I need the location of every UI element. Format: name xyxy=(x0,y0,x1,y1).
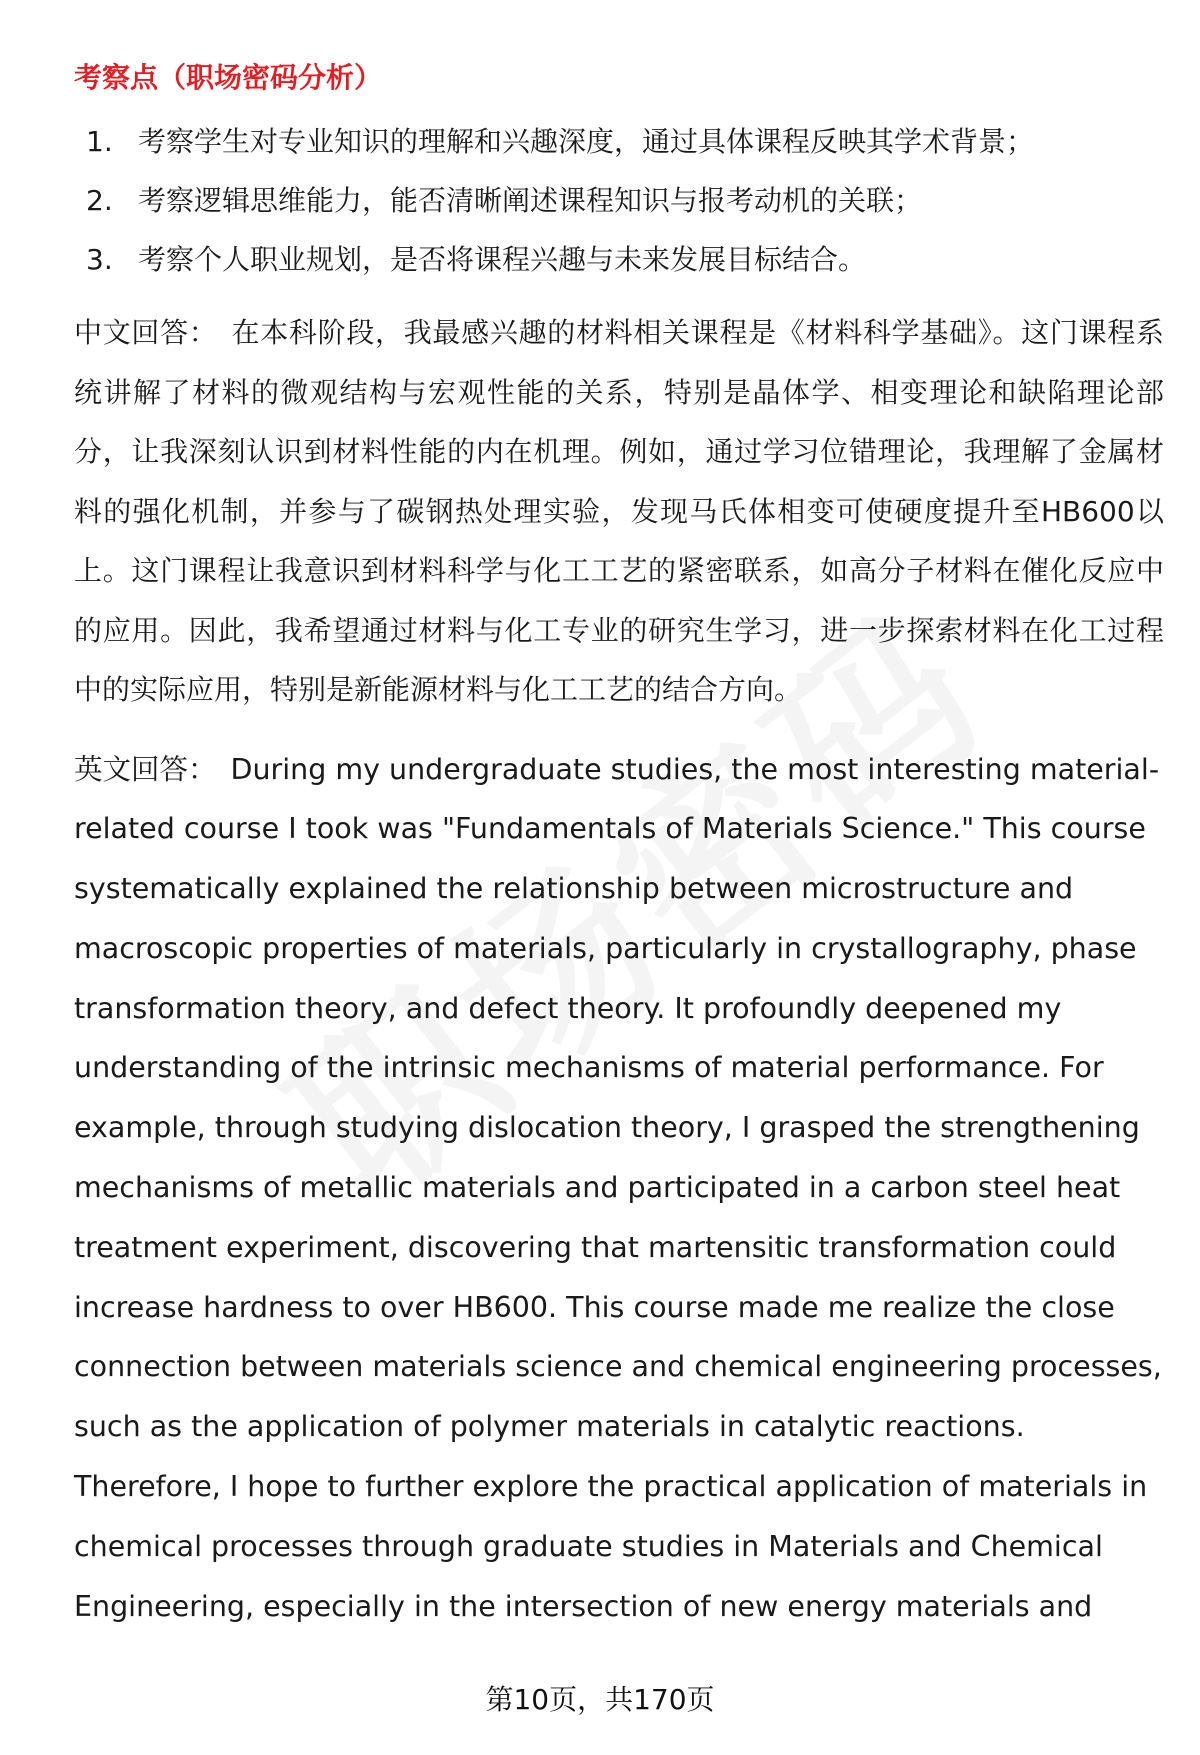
chinese-answer-paragraph xyxy=(74,303,1164,720)
list-item-number: 2. xyxy=(86,184,113,217)
list-item-text: 考察逻辑思维能力，能否清晰阐述课程知识与报考动机的关联； xyxy=(138,184,923,217)
page-number-footer: 第10页，共170页 xyxy=(485,1683,715,1716)
list-item xyxy=(74,112,1164,171)
list-item xyxy=(74,230,1164,289)
list-item-number: 1. xyxy=(86,125,113,158)
assessment-points-list xyxy=(74,112,1164,289)
list-item xyxy=(74,171,1164,230)
english-answer-text: During my undergraduate studies, the most interesting material-related course I took was "Fundamentals of Materials Science." This course systematically explained the relationship between microstructure and macroscopic properties of materials, particularly in crystallography, phase transformation theory, and defect theory. It profoundly deepened my understanding of the intrinsic mechanisms of material performance. For example, through studying dislocation theory, I grasped the strengthening mechanisms of metallic materials and participated in a carbon steel heat treatment experiment, discovering that martensitic transformation could increase hardness to over HB600. This course made me realize the close connection between materials science and chemical engineering processes, such as the application of polymer materials in catalytic reactions. Therefore, I hope to further explore the practical application of materials in chemical processes through graduate studies in Materials and Chemical Engineering, especially in the intersection of new energy materials and xyxy=(74,752,1162,1623)
list-item-text: 考察个人职业规划，是否将课程兴趣与未来发展目标结合。 xyxy=(138,243,867,276)
list-item-number: 3. xyxy=(86,243,113,276)
section-title: 考察点（职场密码分析） xyxy=(74,61,383,94)
chinese-answer-label: 中文回答： xyxy=(74,316,218,349)
document-page xyxy=(74,54,1164,1636)
list-item-text: 考察学生对专业知识的理解和兴趣深度，通过具体课程反映其学术背景； xyxy=(138,125,1035,158)
chinese-answer-text: 在本科阶段，我最感兴趣的材料相关课程是《材料科学基础》。这门课程系统讲解了材料的微观结构与宏观性能的关系，特别是晶体学、相变理论和缺陷理论部分，让我深刻认识到材料性能的内在机理。例如，通过学习位错理论，我理解了金属材料的强化机制，并参与了碳钢热处理实验，发现马氏体相变可使硬度提升至HB600以上。这门课程让我意识到材料科学与化工工艺的紧密联系，如高分子材料在催化反应中的应用。因此，我希望通过材料与化工专业的研究生学习，进一步探索材料在化工过程中的实际应用，特别是新能源材料与化工工艺的结合方向。 xyxy=(74,316,1164,706)
english-answer-label: 英文回答： xyxy=(74,752,217,786)
english-answer-paragraph xyxy=(74,740,1164,1637)
